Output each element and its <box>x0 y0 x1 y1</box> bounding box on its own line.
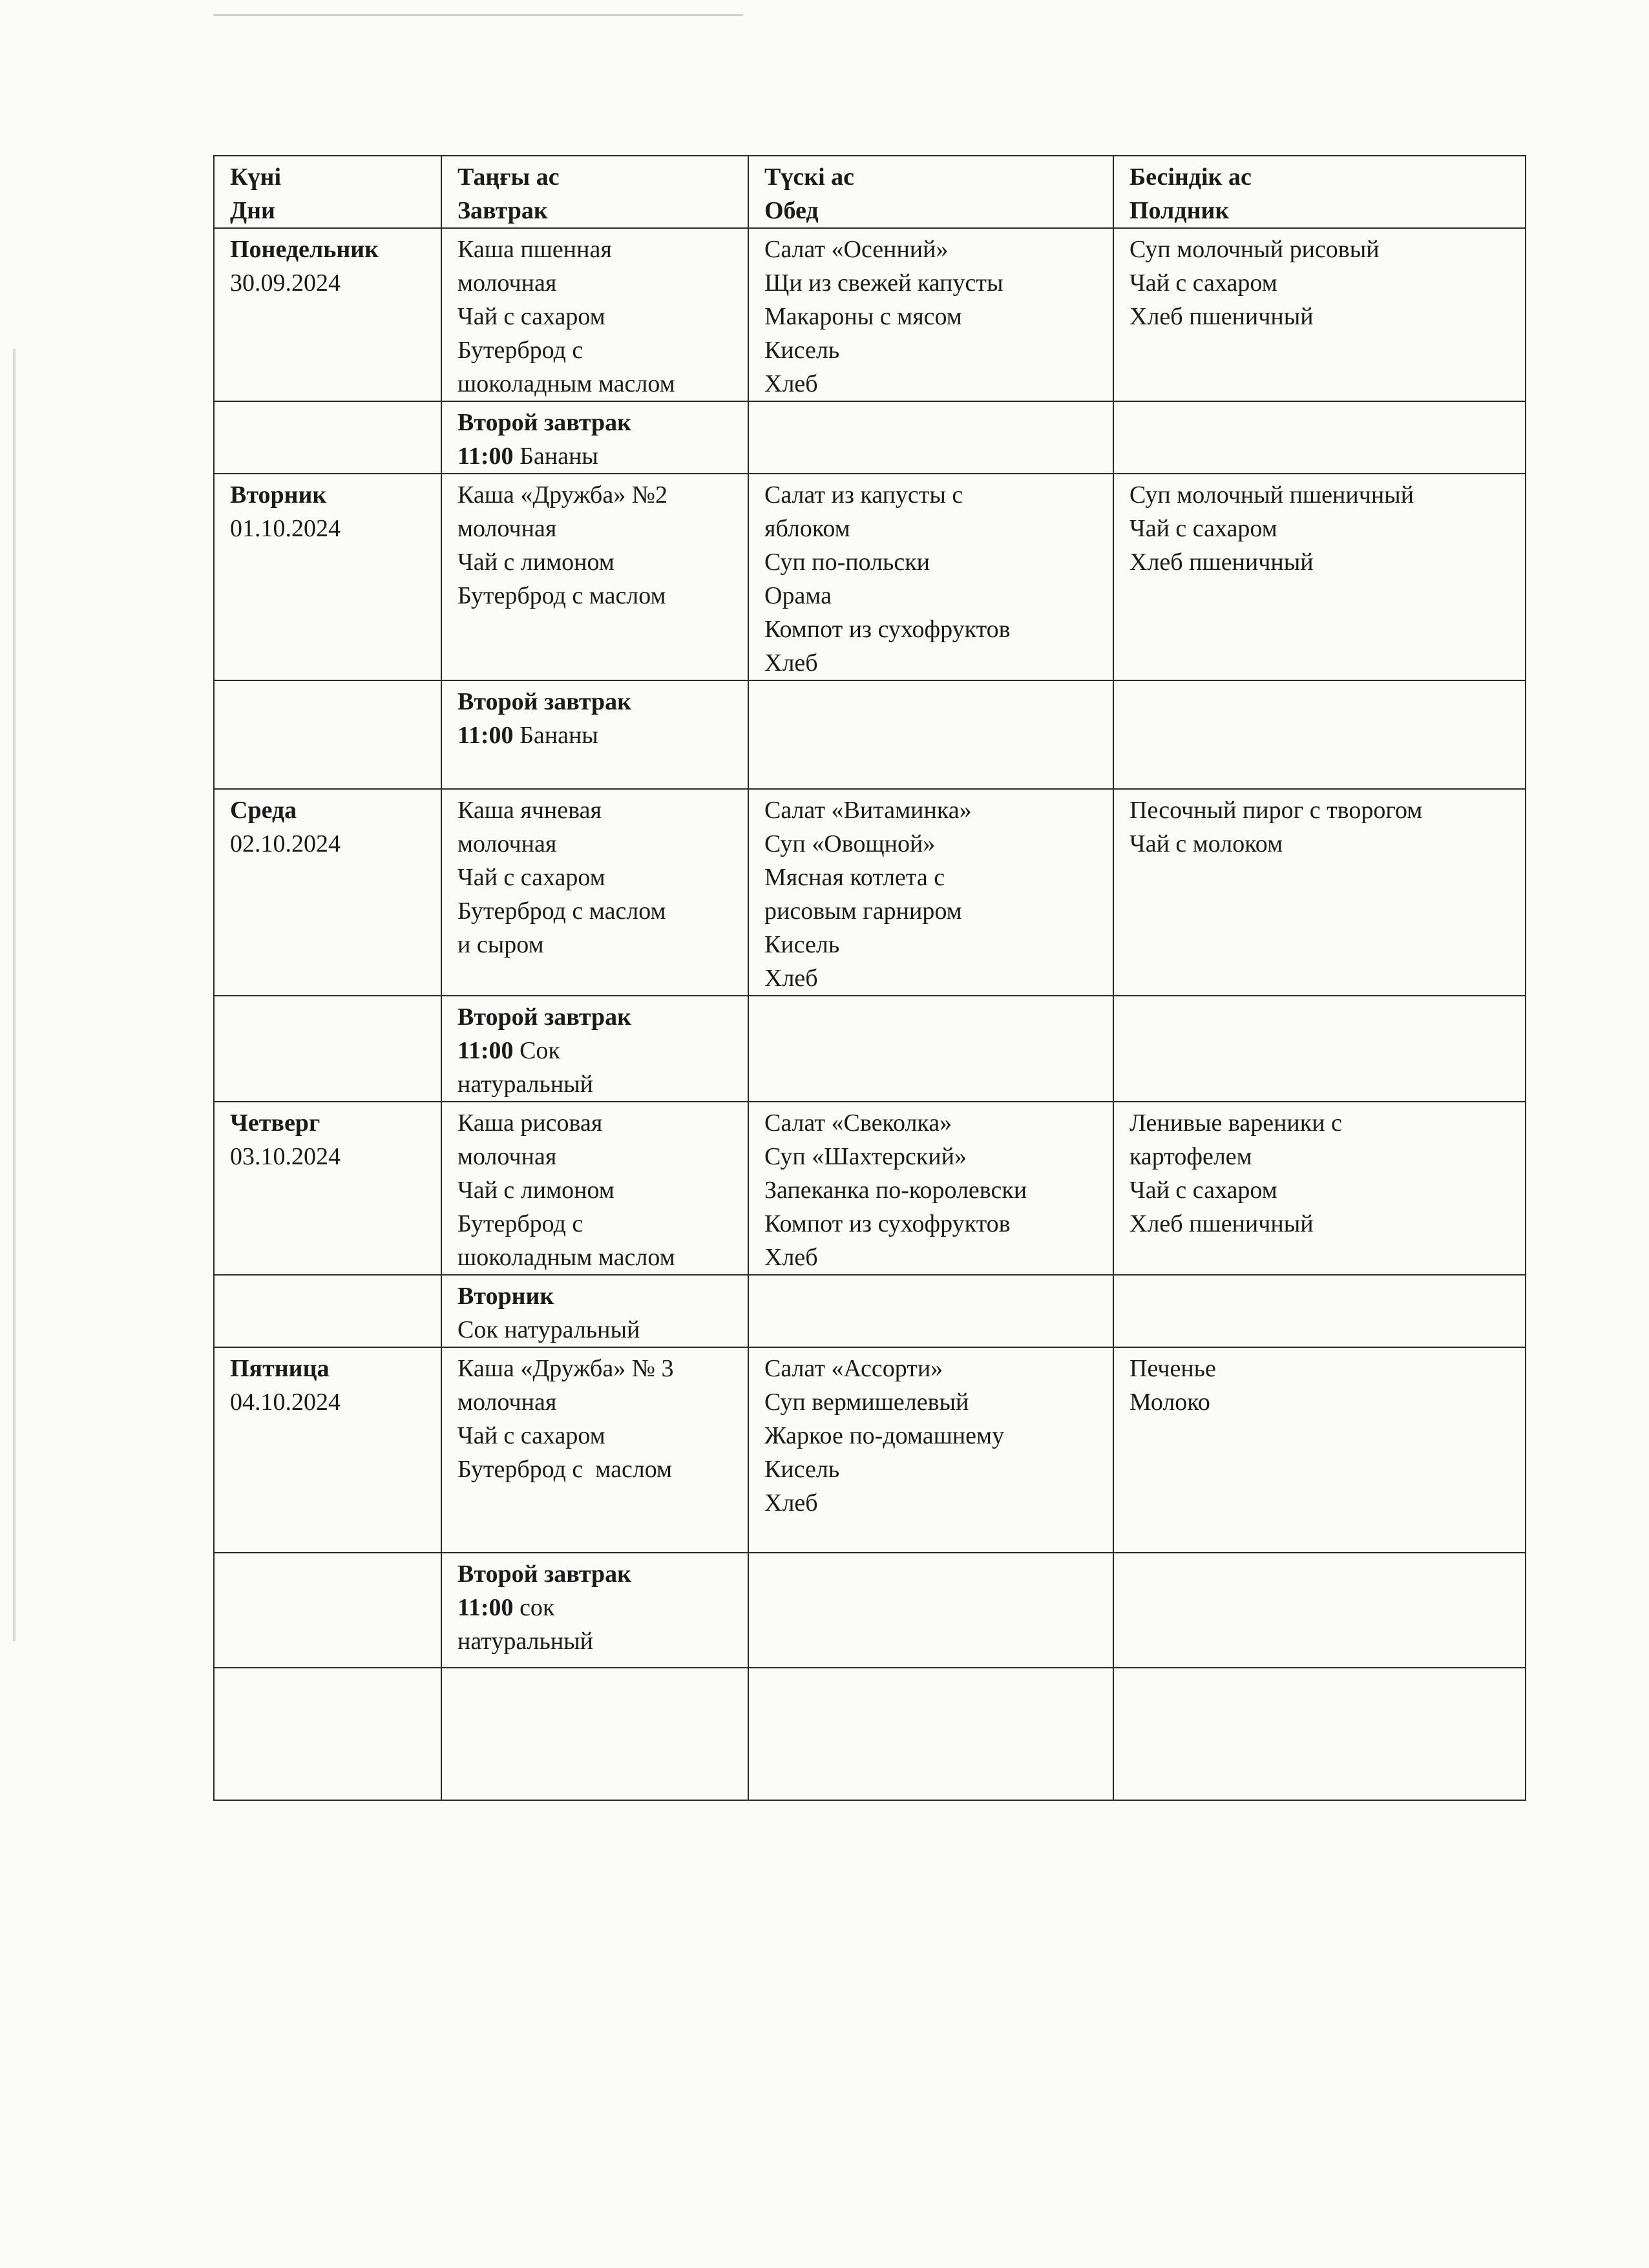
day-date: 03.10.2024 <box>230 1143 341 1170</box>
day-name: Понедельник <box>230 236 379 263</box>
breakfast-cell <box>441 1347 748 1553</box>
day-cell <box>214 228 441 401</box>
second-breakfast-title: Второй завтрак <box>457 1560 632 1588</box>
menu-item: Бутерброд с <box>457 337 583 364</box>
menu-item: Суп молочный пшеничный <box>1129 481 1414 509</box>
menu-item: Компот из сухофруктов <box>764 1210 1011 1237</box>
menu-item: Суп вермишелевый <box>764 1389 969 1416</box>
menu-item: Хлеб <box>764 965 818 992</box>
second-breakfast-item-cont: натуральный <box>457 1071 594 1098</box>
lunch-cell <box>748 789 1113 996</box>
menu-item: Ленивые вареники с <box>1129 1109 1342 1137</box>
second-breakfast-cell <box>441 401 748 474</box>
second-breakfast-time: 11:00 <box>457 443 514 470</box>
menu-item: Орама <box>764 582 832 609</box>
breakfast-cell <box>441 228 748 401</box>
second-breakfast-item: Сок <box>520 1037 560 1064</box>
menu-item: Чай с сахаром <box>1129 515 1277 542</box>
header-day-ru: Дни <box>230 197 275 224</box>
breakfast-cell <box>441 474 748 680</box>
menu-item: Хлеб <box>764 1244 818 1271</box>
second-breakfast-time: 11:00 <box>457 1594 514 1621</box>
menu-item: Чай с сахаром <box>1129 1177 1277 1204</box>
menu-item: Суп «Овощной» <box>764 830 936 857</box>
menu-item: Суп «Шахтерский» <box>764 1143 967 1170</box>
menu-item: яблоком <box>764 515 850 542</box>
menu-item: Чай с сахаром <box>457 303 605 330</box>
menu-item: рисовым гарниром <box>764 898 962 925</box>
empty-cell <box>1113 680 1526 789</box>
empty-cell <box>748 996 1113 1102</box>
empty-cell <box>214 1668 441 1800</box>
menu-item: Каша «Дружба» № 3 <box>457 1355 674 1382</box>
menu-item: молочная <box>457 1143 557 1170</box>
snack-cell <box>1113 474 1526 680</box>
menu-item: Салат из капусты с <box>764 481 963 509</box>
menu-item: Хлеб пшеничный <box>1129 303 1314 330</box>
empty-cell <box>1113 401 1526 474</box>
empty-cell <box>214 680 441 789</box>
lunch-cell <box>748 1102 1113 1275</box>
menu-item: Чай с сахаром <box>1129 269 1277 297</box>
menu-item: Салат «Витаминка» <box>764 797 972 824</box>
menu-item: и сыром <box>457 931 544 958</box>
menu-item: Салат «Осенний» <box>764 236 949 263</box>
day-name: Пятница <box>230 1355 330 1382</box>
lunch-cell <box>748 228 1113 401</box>
day-name: Среда <box>230 797 297 824</box>
day-name: Четверг <box>230 1109 320 1137</box>
empty-cell <box>214 996 441 1102</box>
snack-cell <box>1113 228 1526 401</box>
second-breakfast-title: Вторник <box>457 1283 554 1310</box>
menu-item: Бутерброд с маслом <box>457 898 666 925</box>
day-date: 04.10.2024 <box>230 1389 341 1416</box>
second-breakfast-cell <box>441 996 748 1102</box>
header-snack-ru: Полдник <box>1129 197 1230 224</box>
day-date: 30.09.2024 <box>230 269 341 297</box>
day-row-monday <box>214 228 1526 401</box>
header-lunch-kz: Түскі ас <box>764 163 855 191</box>
second-breakfast-cell <box>441 680 748 789</box>
day-cell <box>214 1347 441 1553</box>
menu-item: Чай с лимоном <box>457 1177 614 1204</box>
day-row-thursday <box>214 1102 1526 1275</box>
menu-item: Салат «Ассорти» <box>764 1355 943 1382</box>
menu-item: Запеканка по-королевски <box>764 1177 1027 1204</box>
header-lunch-ru: Обед <box>764 197 819 224</box>
second-breakfast-item-cont: натуральный <box>457 1628 594 1655</box>
second-breakfast-item: Бананы <box>520 443 598 470</box>
menu-item: Хлеб <box>764 1489 818 1517</box>
menu-item: Каша рисовая <box>457 1109 603 1137</box>
second-breakfast-cell <box>441 1553 748 1668</box>
snack-cell <box>1113 789 1526 996</box>
empty-cell <box>214 1553 441 1668</box>
menu-item: Печенье <box>1129 1355 1216 1382</box>
menu-item: Чай с молоком <box>1129 830 1283 857</box>
menu-item: Чай с сахаром <box>457 864 605 891</box>
header-snack-kz: Бесіндік ас <box>1129 163 1252 191</box>
scan-edge-left <box>13 349 16 1641</box>
scan-edge-top <box>213 14 743 16</box>
second-breakfast-row-friday <box>214 1553 1526 1668</box>
lunch-cell <box>748 1347 1113 1553</box>
empty-cell <box>748 1275 1113 1347</box>
menu-item: молочная <box>457 515 557 542</box>
menu-item: Мясная котлета с <box>764 864 945 891</box>
empty-cell <box>214 401 441 474</box>
day-date: 02.10.2024 <box>230 830 341 857</box>
second-breakfast-row-tuesday <box>214 680 1526 789</box>
header-row <box>214 156 1526 228</box>
empty-cell <box>1113 1553 1526 1668</box>
empty-cell <box>214 1275 441 1347</box>
menu-item: Щи из свежей капусты <box>764 269 1003 297</box>
second-breakfast-row-thursday <box>214 1275 1526 1347</box>
second-breakfast-item: Сок натуральный <box>457 1316 640 1343</box>
menu-item: Бутерброд с маслом <box>457 1456 673 1483</box>
menu-item: молочная <box>457 1389 557 1416</box>
empty-cell <box>748 1553 1113 1668</box>
second-breakfast-row-monday <box>214 401 1526 474</box>
empty-cell <box>441 1668 748 1800</box>
second-breakfast-item: Бананы <box>520 722 598 749</box>
menu-item: Суп молочный рисовый <box>1129 236 1380 263</box>
menu-item: Жаркое по-домашнему <box>764 1422 1005 1449</box>
menu-item: молочная <box>457 830 557 857</box>
menu-item: шоколадным маслом <box>457 1244 675 1271</box>
day-date: 01.10.2024 <box>230 515 341 542</box>
menu-item: Кисель <box>764 931 840 958</box>
second-breakfast-row-wednesday <box>214 996 1526 1102</box>
empty-row <box>214 1668 1526 1800</box>
breakfast-cell <box>441 1102 748 1275</box>
menu-item: шоколадным маслом <box>457 370 675 397</box>
menu-item: Кисель <box>764 1456 840 1483</box>
menu-item: Бутерброд с маслом <box>457 582 666 609</box>
header-day <box>214 156 441 228</box>
menu-item: Каша «Дружба» №2 <box>457 481 667 509</box>
day-cell <box>214 1102 441 1275</box>
header-breakfast-kz: Таңғы ас <box>457 163 560 191</box>
menu-item: Бутерброд с <box>457 1210 583 1237</box>
menu-item: Хлеб <box>764 649 818 677</box>
day-cell <box>214 474 441 680</box>
menu-item: Кисель <box>764 337 840 364</box>
empty-cell <box>1113 996 1526 1102</box>
menu-item: Молоко <box>1129 1389 1210 1416</box>
second-breakfast-cell <box>441 1275 748 1347</box>
day-row-tuesday <box>214 474 1526 680</box>
menu-item: Каша ячневая <box>457 797 602 824</box>
second-breakfast-time: 11:00 <box>457 1037 514 1064</box>
menu-item: Салат «Свеколка» <box>764 1109 952 1137</box>
menu-item: Песочный пирог с творогом <box>1129 797 1423 824</box>
second-breakfast-title: Второй завтрак <box>457 409 632 436</box>
menu-item: Хлеб пшеничный <box>1129 549 1314 576</box>
snack-cell <box>1113 1102 1526 1275</box>
header-breakfast-ru: Завтрак <box>457 197 548 224</box>
second-breakfast-title: Второй завтрак <box>457 688 632 715</box>
menu-item: Суп по-польски <box>764 549 930 576</box>
menu-item: Макароны с мясом <box>764 303 962 330</box>
empty-cell <box>748 680 1113 789</box>
empty-cell <box>748 1668 1113 1800</box>
header-breakfast <box>441 156 748 228</box>
second-breakfast-item: сок <box>520 1594 555 1621</box>
menu-item: Каша пшенная <box>457 236 612 263</box>
menu-item: Компот из сухофруктов <box>764 616 1011 643</box>
header-lunch <box>748 156 1113 228</box>
second-breakfast-time: 11:00 <box>457 722 514 749</box>
breakfast-cell <box>441 789 748 996</box>
second-breakfast-title: Второй завтрак <box>457 1003 632 1031</box>
header-day-kz: Күні <box>230 163 282 191</box>
day-cell <box>214 789 441 996</box>
menu-item: Хлеб пшеничный <box>1129 1210 1314 1237</box>
snack-cell <box>1113 1347 1526 1553</box>
empty-cell <box>1113 1275 1526 1347</box>
header-snack <box>1113 156 1526 228</box>
menu-item: картофелем <box>1129 1143 1252 1170</box>
menu-item: Чай с сахаром <box>457 1422 605 1449</box>
empty-cell <box>1113 1668 1526 1800</box>
day-name: Вторник <box>230 481 327 509</box>
empty-cell <box>748 401 1113 474</box>
menu-item: молочная <box>457 269 557 297</box>
day-row-friday <box>214 1347 1526 1553</box>
day-row-wednesday <box>214 789 1526 996</box>
menu-item: Хлеб <box>764 370 818 397</box>
lunch-cell <box>748 474 1113 680</box>
menu-item: Чай с лимоном <box>457 549 614 576</box>
weekly-menu-table <box>213 155 1526 1801</box>
